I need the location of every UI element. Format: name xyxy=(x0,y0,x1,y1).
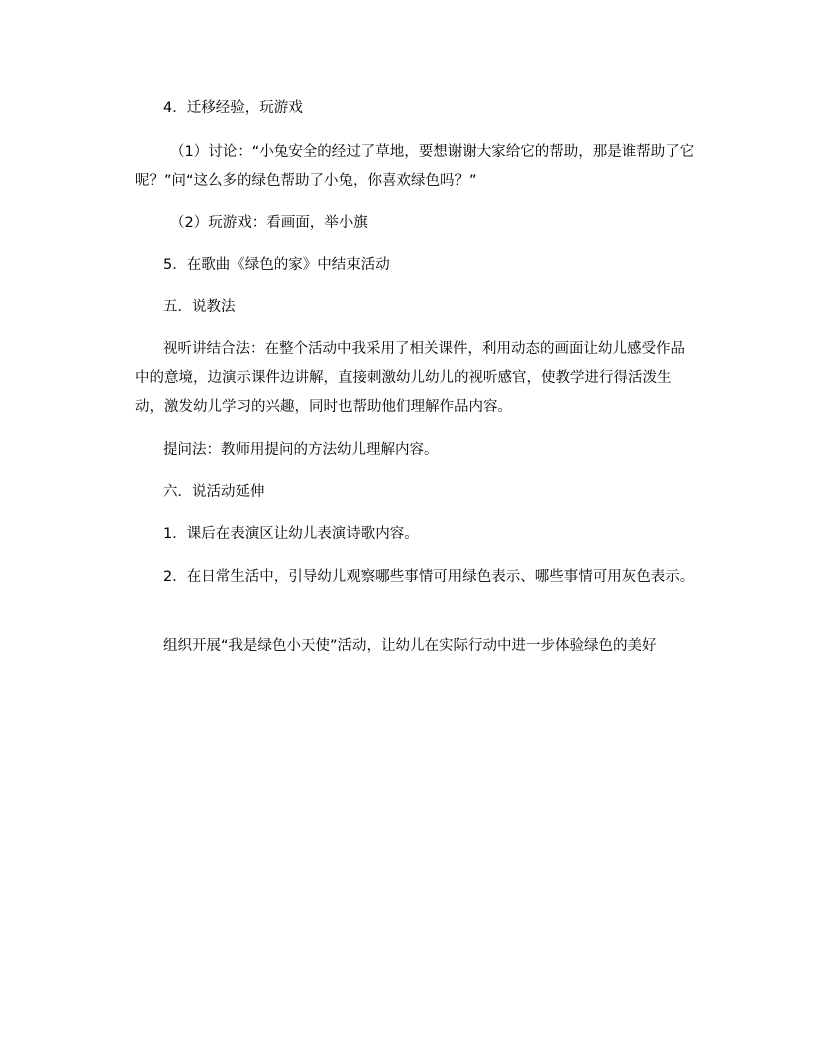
paragraph-green-angel-activity: 组织开展“我是绿色小天使”活动，让幼儿在实际行动中进一步体验绿色的美好 xyxy=(163,638,657,654)
paragraph-heading-4: 4．迁移经验，玩游戏 xyxy=(163,100,303,116)
paragraph-heading-5: 5．在歌曲《绿色的家》中结束活动 xyxy=(163,257,390,273)
section-heading-extension: 六．说活动延伸 xyxy=(163,484,265,500)
paragraph-questioning-method: 提问法：教师用提问的方法幼儿理解内容。 xyxy=(163,442,439,458)
paragraph-discussion: （1）讨论：“小兔安全的经过了草地，要想谢谢大家给它的帮助，那是谁帮助了它呢？”问“这么多的绿色帮助了小兔，你喜欢绿色吗？” xyxy=(135,144,695,189)
paragraph-extension-2: 2．在日常生活中，引导幼儿观察哪些事情可用绿色表示、哪些事情可用灰色表示。 xyxy=(163,569,695,585)
paragraph-extension-1: 1．课后在表演区让幼儿表演诗歌内容。 xyxy=(163,526,419,542)
section-heading-teaching-methods: 五．说教法 xyxy=(163,299,236,315)
paragraph-audiovisual-method: 视听讲结合法：在整个活动中我采用了相关课件，利用动态的画面让幼儿感受作品中的意境，边演示课件边讲解，直接刺激幼儿幼儿的视听感官，使教学进行得活泼生动，激发幼儿学习的兴趣，同时也帮助他们理解作品内容。 xyxy=(135,341,685,415)
paragraph-game: （2）玩游戏：看画面，举小旗 xyxy=(170,215,368,231)
